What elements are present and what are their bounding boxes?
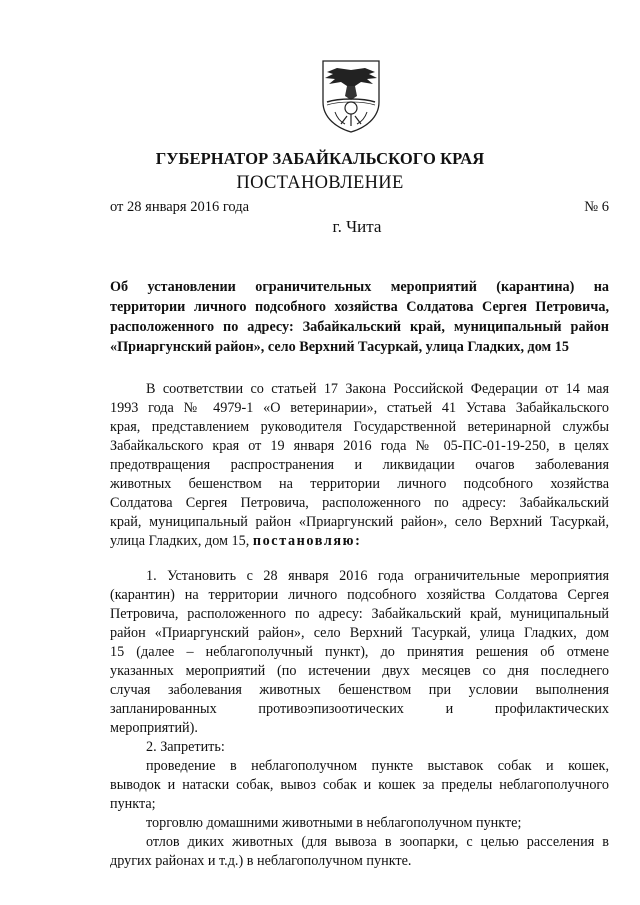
document-date: от 28 января 2016 года xyxy=(110,199,250,215)
item2-line: торговлю домашними животными в неблагополучном пункте; xyxy=(146,815,522,831)
title-line: расположенного по адресу: Забайкальский край, муниципальный район xyxy=(110,319,609,335)
item1-line: 15 (далее – неблагополучный пункт), до принятия решения об отмене xyxy=(110,644,609,660)
item1-line: указанных мероприятий (по истечении двух месяцев со дня последнего xyxy=(110,663,609,679)
item1-line: (карантин) на территории личного подсобного хозяйства Солдатова Сергея xyxy=(110,587,609,603)
title-line: «Приаргунский район», село Верхний Тасуркай, улица Гладких, дом 15 xyxy=(110,339,569,355)
document-city: г. Чита xyxy=(332,217,382,236)
item2-line: выводок и натаски собак, вывоз собак и кошек за пределы неблагополучного xyxy=(110,777,609,793)
item2-line: других районах и т.д.) в неблагополучном пункте. xyxy=(110,853,412,869)
preamble-line: Забайкальского края от 19 января 2016 года № 05-ПС-01-19-250, в целях xyxy=(110,438,609,454)
issuer-heading: ГУБЕРНАТОР ЗАБАЙКАЛЬСКОГО КРАЯ xyxy=(155,149,485,168)
preamble-line: 1993 года № 4979-1 «О ветеринарии», статьей 41 Устава Забайкальского xyxy=(110,400,609,416)
coat-of-arms-emblem xyxy=(317,58,385,134)
preamble-line: край, муниципальный район «Приаргунский район», село Верхний Тасуркай, xyxy=(110,514,609,530)
item2-line: пункта; xyxy=(110,796,156,812)
item2-line: проведение в неблагополучном пункте выставок собак и кошек, xyxy=(146,758,609,774)
preamble-line: животных бешенством на территории личного подсобного хозяйства xyxy=(110,476,609,492)
decree-word: постановляю: xyxy=(252,533,362,549)
item1-line: запланированных противоэпизоотических и профилактических xyxy=(110,701,609,717)
item2-line: отлов диких животных (для вывоза в зоопарки, с целью расселения в xyxy=(146,834,609,850)
document-number: № 6 xyxy=(584,199,609,215)
preamble-last-line xyxy=(110,532,609,550)
item1-line: 1. Установить с 28 января 2016 года ограничительные мероприятия xyxy=(146,568,609,584)
item1-line: Петровича, расположенного по адресу: Забайкальский край, муниципальный xyxy=(110,606,609,622)
preamble-line: предотвращения распространения и ликвидации очагов заболевания xyxy=(110,457,609,473)
title-line: территории личного подсобного хозяйства Солдатова Сергея Петровича, xyxy=(110,299,609,315)
item1-line: случая заболевания животных бешенством при условии выполнения xyxy=(110,682,609,698)
preamble-line: В соответствии со статьей 17 Закона Российской Федерации от 14 мая xyxy=(146,381,609,397)
item1-line: район «Приаргунский район», село Верхний Тасуркай, улица Гладких, дом xyxy=(110,625,609,641)
preamble-line: Солдатова Сергея Петровича, расположенного по адресу: Забайкальский xyxy=(110,495,609,511)
item1-line: мероприятий). xyxy=(110,720,198,736)
preamble-line-text: улица Гладких, дом 15, xyxy=(110,533,250,549)
title-line: Об установлении ограничительных мероприятий (карантина) на xyxy=(110,279,609,295)
preamble-line: края, представлением руководителя Государственной ветеринарной службы xyxy=(110,419,609,435)
item2-heading: 2. Запретить: xyxy=(146,739,225,755)
document-type: ПОСТАНОВЛЕНИЕ xyxy=(236,173,404,193)
